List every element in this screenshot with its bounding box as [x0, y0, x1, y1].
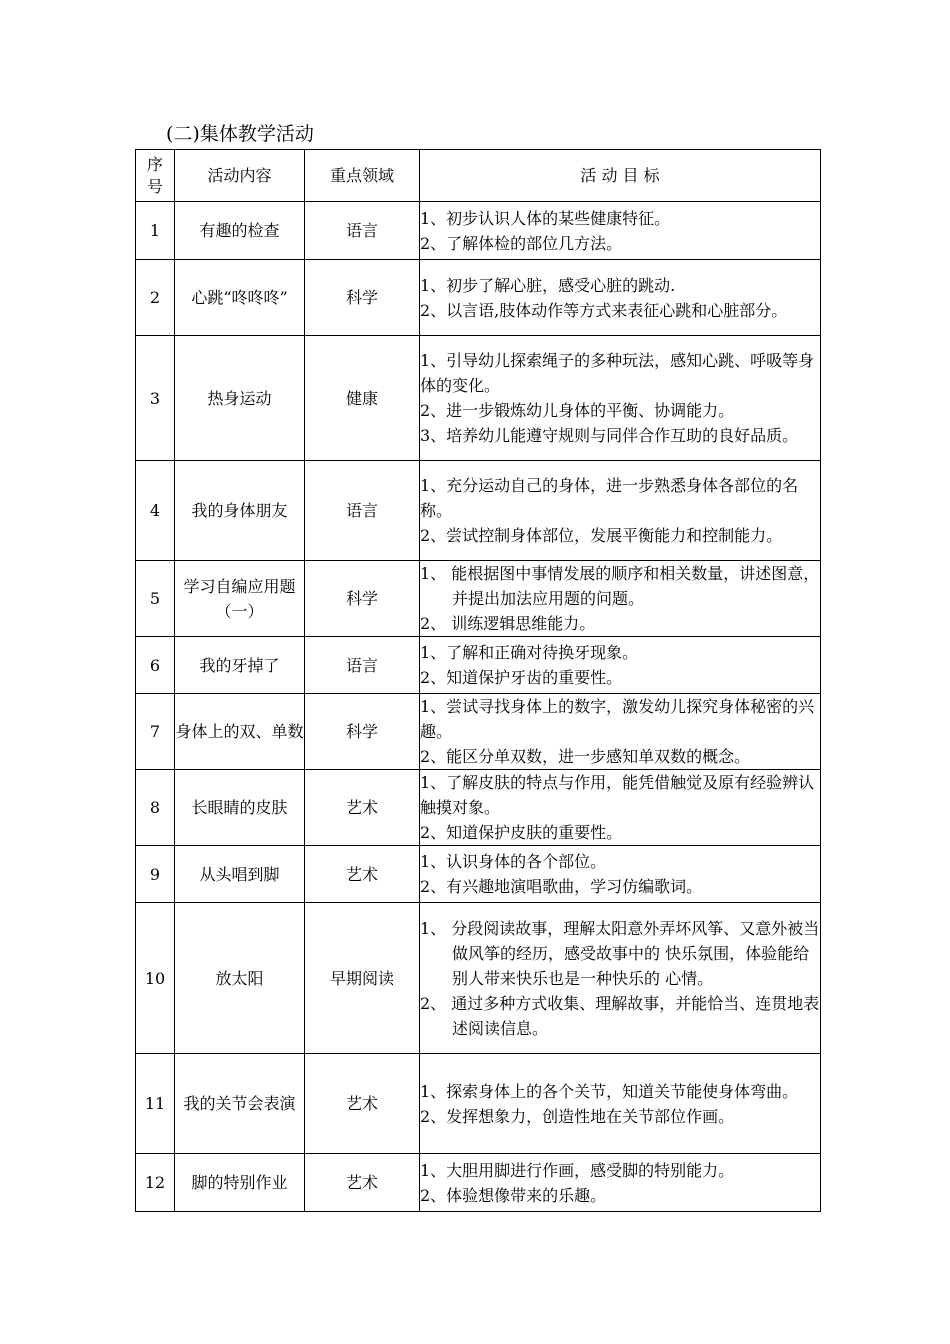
row-number: 7 [136, 694, 175, 770]
header-goals: 活 动 目 标 [420, 150, 821, 202]
activity-name: 我的牙掉了 [175, 637, 305, 694]
goal-item: 3、培养幼儿能遵守规则与同伴合作互助的良好品质。 [420, 426, 799, 445]
activity-name: 长眼睛的皮肤 [175, 770, 305, 846]
activity-goals [420, 561, 821, 637]
goal-item: 1、探索身体上的各个关节，知道关节能使身体弯曲。 [420, 1081, 799, 1101]
table-row [136, 637, 821, 694]
table-row [136, 1054, 821, 1154]
activity-goals [420, 903, 821, 1054]
goal-item: 1、了解皮肤的特点与作用，能凭借触觉及原有经验辨认触摸对象。 [420, 773, 815, 817]
goal-item: 2、 通过多种方式收集、理解故事，并能恰当、连贯地表述阅读信息。 [420, 993, 820, 1038]
goal-item: 2、了解体检的部位几方法。 [420, 233, 623, 253]
row-number: 10 [136, 903, 175, 1054]
section-title: (二)集体教学活动 [166, 123, 314, 145]
goal-item: 1、引导幼儿探索绳子的多种玩法，感知心跳、呼吸等身体的变化。 [420, 351, 815, 395]
activity-name: 脚的特别作业 [175, 1154, 305, 1212]
activity-name: 热身运动 [175, 336, 305, 461]
row-number: 3 [136, 336, 175, 461]
row-number: 6 [136, 637, 175, 694]
activity-domain: 艺术 [305, 1154, 420, 1212]
table-row [136, 561, 821, 637]
goal-item: 1、初步认识人体的某些健康特征。 [420, 208, 671, 228]
goal-item: 1、了解和正确对待换牙现象。 [420, 643, 639, 662]
table-body [136, 202, 821, 1212]
activity-domain: 健康 [305, 336, 420, 461]
goal-item: 2、知道保护牙齿的重要性。 [420, 668, 623, 687]
table-row [136, 903, 821, 1054]
activity-name: 心跳“咚咚咚” [175, 260, 305, 336]
activity-goals [420, 336, 821, 461]
header-index-bottom: 号 [146, 176, 163, 196]
activity-goals [420, 694, 821, 770]
row-number: 8 [136, 770, 175, 846]
header-index [136, 150, 175, 202]
activity-goals [420, 637, 821, 694]
activity-domain: 艺术 [305, 1054, 420, 1154]
goal-item: 1、 能根据图中事情发展的顺序和相关数量，讲述图意，并提出加法应用题的问题。 [420, 564, 820, 608]
goal-item: 2、发挥想象力，创造性地在关节部位作画。 [420, 1106, 735, 1126]
row-number: 4 [136, 461, 175, 561]
activity-domain: 科学 [305, 694, 420, 770]
header-domain: 重点领域 [305, 150, 420, 202]
activity-domain: 科学 [305, 260, 420, 336]
row-number: 9 [136, 846, 175, 903]
goal-item: 1、认识身体的各个部位。 [420, 852, 607, 871]
row-number: 11 [136, 1054, 175, 1154]
table-row [136, 260, 821, 336]
activity-name: 身体上的双、单数 [175, 694, 305, 770]
activity-name: 我的关节会表演 [175, 1054, 305, 1154]
activity-domain: 科学 [305, 561, 420, 637]
activity-name: 我的身体朋友 [175, 461, 305, 561]
activity-goals [420, 1154, 821, 1212]
activity-domain: 语言 [305, 461, 420, 561]
activity-name: 从头唱到脚 [175, 846, 305, 903]
goal-item: 2、以言语,肢体动作等方式来表征心跳和心脏部分。 [420, 300, 788, 320]
activity-domain: 语言 [305, 202, 420, 260]
goal-item: 1、大胆用脚进行作画，感受脚的特别能力。 [420, 1160, 735, 1180]
goal-item: 2、进一步锻炼幼儿身体的平衡、协调能力。 [420, 401, 735, 420]
goal-item: 2、 训练逻辑思维能力。 [420, 614, 596, 633]
row-number: 1 [136, 202, 175, 260]
goal-item: 1、初步了解心脏，感受心脏的跳动. [420, 275, 676, 295]
activity-domain: 艺术 [305, 846, 420, 903]
goal-item: 1、尝试寻找身体上的数字，激发幼儿探究身体秘密的兴趣。 [420, 697, 815, 741]
table-row [136, 694, 821, 770]
goal-item: 2、体验想像带来的乐趣。 [420, 1185, 607, 1205]
goal-item: 2、知道保护皮肤的重要性。 [420, 823, 623, 842]
activity-goals [420, 846, 821, 903]
activity-table [135, 149, 821, 1212]
activity-name: 放太阳 [175, 903, 305, 1054]
row-number: 2 [136, 260, 175, 336]
activity-domain: 语言 [305, 637, 420, 694]
goal-item: 2、有兴趣地演唱歌曲，学习仿编歌词。 [420, 877, 703, 896]
goal-item: 1、 分段阅读故事，理解太阳意外弄坏风筝、又意外被当做风筝的经历，感受故事中的 快乐氛围，体验能给别人带来快乐也是一种快乐的 心情。 [420, 918, 820, 988]
activity-goals [420, 770, 821, 846]
activity-name: 有趣的检查 [175, 202, 305, 260]
activity-goals [420, 260, 821, 336]
header-content: 活动内容 [175, 150, 305, 202]
table-row [136, 336, 821, 461]
table-row [136, 202, 821, 260]
activity-goals [420, 461, 821, 561]
goal-item: 2、尝试控制身体部位，发展平衡能力和控制能力。 [420, 526, 783, 545]
activity-domain: 艺术 [305, 770, 420, 846]
table-row [136, 461, 821, 561]
table-row [136, 1154, 821, 1212]
activity-name: 学习自编应用题（一） [175, 561, 305, 637]
table-header-row [136, 150, 821, 202]
table-row [136, 770, 821, 846]
row-number: 12 [136, 1154, 175, 1212]
goal-item: 1、充分运动自己的身体，进一步熟悉身体各部位的名称。 [420, 476, 799, 520]
activity-domain: 早期阅读 [305, 903, 420, 1054]
activity-goals [420, 1054, 821, 1154]
goal-item: 2、能区分单双数，进一步感知单双数的概念。 [420, 747, 751, 766]
table-row [136, 846, 821, 903]
row-number: 5 [136, 561, 175, 637]
header-index-top: 序 [146, 154, 163, 174]
activity-goals [420, 202, 821, 260]
